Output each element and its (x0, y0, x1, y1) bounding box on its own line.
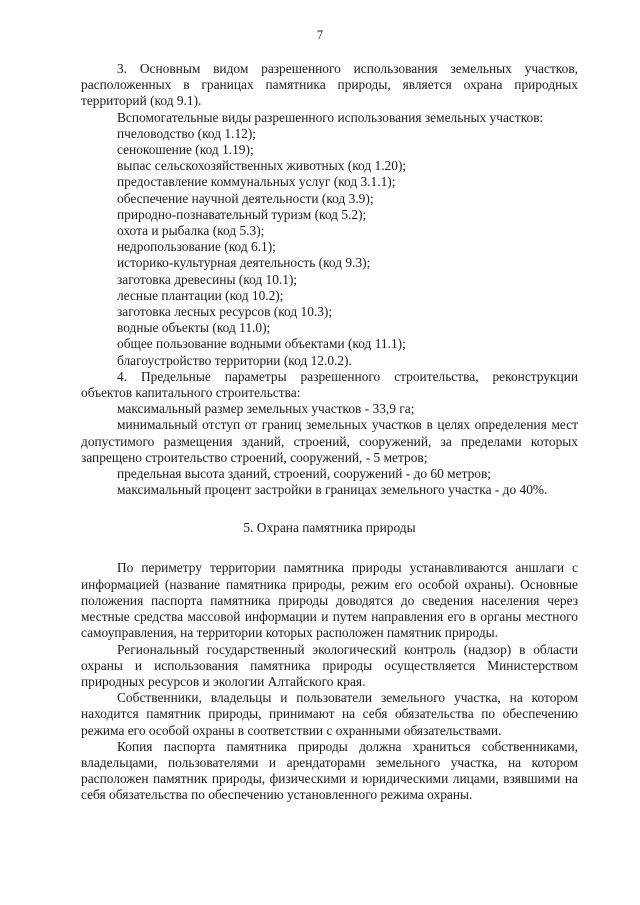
list-item: пчеловодство (код 1.12); (117, 125, 257, 141)
list-item: предоставление коммунальных услуг (код 3.1.1); (117, 174, 396, 190)
list-item: обеспечение научной деятельности (код 3.9); (117, 190, 374, 206)
list-item: благоустройство территории (код 12.0.2). (117, 352, 352, 368)
list-item: сенокошение (код 1.19); (117, 142, 254, 158)
section-5-body (81, 560, 578, 803)
list-item: заготовка лесных ресурсов (код 10.3); (117, 304, 333, 320)
page-number: 7 (316, 28, 324, 42)
list-item: предельная высота зданий, строений, сооружений - до 60 метров; (117, 466, 492, 482)
document-body (81, 61, 578, 804)
list-item: минимальный отступ от границ земельных участков в целях определения мест допустимого размещения зданий, строений, сооружений, за пределами которых запрещено строительство строений, сооружений, - 5 метров; (81, 417, 578, 465)
paragraph-4: 4. Предельные параметры разрешенного строительства, реконструкции объектов капитального строительства: (81, 368, 578, 401)
section-paragraph: По периметру территории памятника природы устанавливаются аншлаги с информацией (название памятника природы, режим его особой охраны). Основные положения паспорта памятника природы доводятся до сведения населения через местные средства массовой информации и путем направления его в органы местного самоуправления, на территории которых расположен памятник природы. (81, 560, 578, 641)
section-paragraph: Региональный государственный экологический контроль (надзор) в области охраны и использования памятника природы осуществляется Министерством природных ресурсов и экологии Алтайского края. (81, 641, 578, 689)
list-item: лесные плантации (код 10.2); (117, 287, 284, 303)
list-item: охота и рыбалка (код 5.3); (117, 223, 265, 239)
list-item: выпас сельскохозяйственных животных (код 1.20); (117, 158, 407, 174)
paragraph-3: 3. Основным видом разрешенного использования земельных участков, расположенных в границах памятника природы, является охрана природных территорий (код 9.1). (81, 61, 578, 109)
list-item: водные объекты (код 11.0); (117, 320, 271, 336)
list-item: недропользование (код 6.1); (117, 239, 276, 255)
auxiliary-uses-list (81, 126, 578, 369)
construction-parameters-list (81, 401, 578, 498)
list-item: природно-познавательный туризм (код 5.2); (117, 206, 367, 222)
list-item: общее пользование водными объектами (код 11.1); (117, 336, 406, 352)
list-item: максимальный процент застройки в границах земельного участка - до 40%. (117, 482, 548, 498)
list-item: историко-культурная деятельность (код 9.3); (117, 255, 371, 271)
section-paragraph: Копия паспорта памятника природы должна храниться собственниками, владельцами, пользователями и арендаторами земельного участка, на котором расположен памятник природы, физическими и юридическими лицами, взявшими на себя обязательства по обеспечению установленного режима охраны. (81, 738, 578, 803)
list-item: заготовка древесины (код 10.1); (117, 271, 298, 287)
auxiliary-uses-title: Вспомогательные виды разрешенного использования земельных участков: (117, 109, 544, 125)
section-heading: 5. Охрана памятника природы (243, 520, 416, 536)
section-paragraph: Собственники, владельцы и пользователи земельного участка, на котором находится памятник природы, принимают на себя обязательства по обеспечению режима его особой охраны в соответствии с охранными обязательствами. (81, 690, 578, 738)
list-item: максимальный размер земельных участков - 33,9 га; (117, 401, 415, 417)
